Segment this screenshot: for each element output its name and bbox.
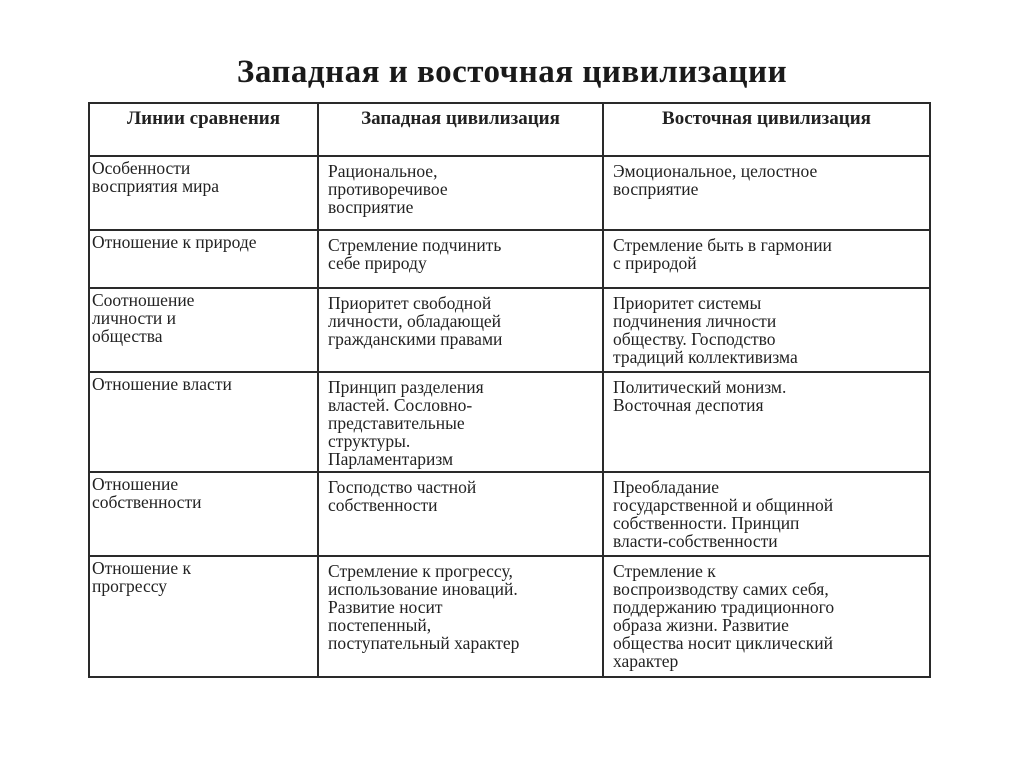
criterion-cell: Отношение к прогрессу [89,556,318,677]
eastern-cell: Политический монизм. Восточная деспотия [603,372,930,472]
table-row [89,372,930,472]
eastern-cell: Приоритет системы подчинения личности обществу. Господство традиций коллективизма [603,288,930,372]
western-cell: Рациональное, противоречивое восприятие [318,156,603,230]
header-eastern: Восточная цивилизация [603,103,930,156]
western-cell: Стремление подчинить себе природу [318,230,603,288]
table-row [89,156,930,230]
comparison-table [88,102,931,678]
criterion-cell: Отношение собственности [89,472,318,556]
criterion-cell: Соотношение личности и общества [89,288,318,372]
criterion-cell: Отношение к природе [89,230,318,288]
eastern-cell: Стремление к воспроизводству самих себя, поддержанию традиционного образа жизни. Развитие общества носит циклический характер [603,556,930,677]
eastern-cell: Эмоциональное, целостное восприятие [603,156,930,230]
eastern-cell: Преобладание государственной и общинной собственности. Принцип власти-собственности [603,472,930,556]
table-header-row [89,103,930,156]
table-row [89,472,930,556]
table-row [89,288,930,372]
eastern-cell: Стремление быть в гармонии с природой [603,230,930,288]
table-row [89,556,930,677]
western-cell: Принцип разделения властей. Сословно- представительные структуры. Парламентаризм [318,372,603,472]
western-cell: Господство частной собственности [318,472,603,556]
criterion-cell: Особенности восприятия мира [89,156,318,230]
criterion-cell: Отношение власти [89,372,318,472]
western-cell: Приоритет свободной личности, обладающей гражданскими правами [318,288,603,372]
page-title: Западная и восточная цивилизации [236,54,788,90]
table-row [89,230,930,288]
header-western: Западная цивилизация [318,103,603,156]
western-cell: Стремление к прогрессу, использование иноваций. Развитие носит постепенный, поступательный характер [318,556,603,677]
header-criterion: Линии сравнения [89,103,318,156]
